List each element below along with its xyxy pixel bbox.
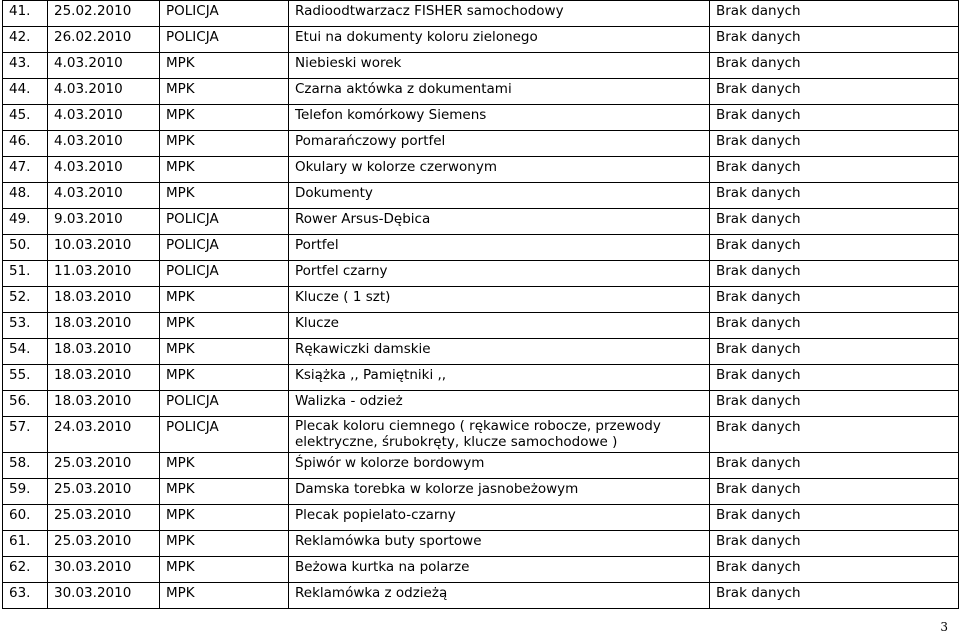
row-item-description: Klucze ( 1 szt) — [289, 287, 710, 313]
row-status: Brak danych — [710, 209, 959, 235]
row-date: 26.02.2010 — [48, 27, 160, 53]
row-date: 10.03.2010 — [48, 235, 160, 261]
row-date: 25.03.2010 — [48, 453, 160, 479]
table-row — [3, 313, 959, 339]
row-status: Brak danych — [710, 235, 959, 261]
row-number: 45. — [3, 105, 48, 131]
row-office: MPK — [160, 339, 289, 365]
table-row — [3, 261, 959, 287]
row-status: Brak danych — [710, 53, 959, 79]
row-status: Brak danych — [710, 339, 959, 365]
row-number: 53. — [3, 313, 48, 339]
table-row — [3, 531, 959, 557]
row-office: POLICJA — [160, 27, 289, 53]
row-status: Brak danych — [710, 313, 959, 339]
row-number: 44. — [3, 79, 48, 105]
row-item-description: Rower Arsus-Dębica — [289, 209, 710, 235]
row-date: 30.03.2010 — [48, 557, 160, 583]
row-item-description: Portfel czarny — [289, 261, 710, 287]
row-date: 4.03.2010 — [48, 183, 160, 209]
row-item-description: Okulary w kolorze czerwonym — [289, 157, 710, 183]
table-row — [3, 209, 959, 235]
row-status: Brak danych — [710, 287, 959, 313]
row-item-description: Telefon komórkowy Siemens — [289, 105, 710, 131]
row-office: MPK — [160, 157, 289, 183]
table-row — [3, 235, 959, 261]
row-item-description: Pomarańczowy portfel — [289, 131, 710, 157]
table-row — [3, 505, 959, 531]
row-date: 18.03.2010 — [48, 287, 160, 313]
row-date: 18.03.2010 — [48, 391, 160, 417]
row-office: POLICJA — [160, 417, 289, 453]
row-item-description: Damska torebka w kolorze jasnobeżowym — [289, 479, 710, 505]
row-number: 47. — [3, 157, 48, 183]
table-row — [3, 53, 959, 79]
row-number: 51. — [3, 261, 48, 287]
row-office: MPK — [160, 79, 289, 105]
row-number: 60. — [3, 505, 48, 531]
row-office: MPK — [160, 105, 289, 131]
row-number: 62. — [3, 557, 48, 583]
row-status: Brak danych — [710, 79, 959, 105]
row-date: 9.03.2010 — [48, 209, 160, 235]
row-status: Brak danych — [710, 583, 959, 609]
row-number: 46. — [3, 131, 48, 157]
row-number: 41. — [3, 1, 48, 27]
row-status: Brak danych — [710, 505, 959, 531]
row-item-description: Walizka - odzież — [289, 391, 710, 417]
row-item-description: Reklamówka buty sportowe — [289, 531, 710, 557]
row-status: Brak danych — [710, 27, 959, 53]
row-item-description: Rękawiczki damskie — [289, 339, 710, 365]
row-number: 59. — [3, 479, 48, 505]
page-number: 3 — [940, 620, 948, 634]
row-status: Brak danych — [710, 157, 959, 183]
row-item-description: Portfel — [289, 235, 710, 261]
row-number: 43. — [3, 53, 48, 79]
table-row — [3, 339, 959, 365]
row-number: 58. — [3, 453, 48, 479]
row-number: 63. — [3, 583, 48, 609]
row-office: MPK — [160, 183, 289, 209]
row-status: Brak danych — [710, 365, 959, 391]
row-status: Brak danych — [710, 131, 959, 157]
row-office: POLICJA — [160, 235, 289, 261]
row-number: 57. — [3, 417, 48, 453]
table-row — [3, 479, 959, 505]
row-date: 4.03.2010 — [48, 157, 160, 183]
table-row — [3, 157, 959, 183]
row-office: MPK — [160, 453, 289, 479]
row-item-description: Dokumenty — [289, 183, 710, 209]
row-office: MPK — [160, 583, 289, 609]
row-item-description: Klucze — [289, 313, 710, 339]
table-row — [3, 131, 959, 157]
row-date: 4.03.2010 — [48, 131, 160, 157]
table-row — [3, 27, 959, 53]
table-row — [3, 417, 959, 453]
row-office: MPK — [160, 531, 289, 557]
row-date: 25.02.2010 — [48, 1, 160, 27]
table-row — [3, 105, 959, 131]
row-date: 25.03.2010 — [48, 479, 160, 505]
table-row — [3, 453, 959, 479]
row-date: 25.03.2010 — [48, 505, 160, 531]
row-office: POLICJA — [160, 261, 289, 287]
row-number: 54. — [3, 339, 48, 365]
row-office: POLICJA — [160, 209, 289, 235]
table-row — [3, 1, 959, 27]
row-number: 52. — [3, 287, 48, 313]
row-status: Brak danych — [710, 417, 959, 453]
row-date: 18.03.2010 — [48, 313, 160, 339]
table-body — [3, 1, 959, 609]
row-office: MPK — [160, 287, 289, 313]
row-status: Brak danych — [710, 183, 959, 209]
row-office: MPK — [160, 53, 289, 79]
table-row — [3, 365, 959, 391]
row-item-description: Reklamówka z odzieżą — [289, 583, 710, 609]
row-item-description: Śpiwór w kolorze bordowym — [289, 453, 710, 479]
row-office: MPK — [160, 131, 289, 157]
row-item-description: Plecak koloru ciemnego ( rękawice robocze, przewody elektryczne, śrubokręty, klucze samochodowe ) — [289, 417, 710, 453]
row-number: 42. — [3, 27, 48, 53]
table-row — [3, 79, 959, 105]
row-status: Brak danych — [710, 391, 959, 417]
row-date: 25.03.2010 — [48, 531, 160, 557]
row-status: Brak danych — [710, 105, 959, 131]
row-status: Brak danych — [710, 261, 959, 287]
table-row — [3, 583, 959, 609]
row-status: Brak danych — [710, 479, 959, 505]
row-date: 4.03.2010 — [48, 105, 160, 131]
row-item-description: Beżowa kurtka na polarze — [289, 557, 710, 583]
row-date: 18.03.2010 — [48, 365, 160, 391]
row-number: 50. — [3, 235, 48, 261]
row-date: 4.03.2010 — [48, 79, 160, 105]
row-office: MPK — [160, 365, 289, 391]
row-date: 18.03.2010 — [48, 339, 160, 365]
row-status: Brak danych — [710, 1, 959, 27]
table-row — [3, 391, 959, 417]
row-item-description: Plecak popielato-czarny — [289, 505, 710, 531]
row-status: Brak danych — [710, 557, 959, 583]
table-row — [3, 287, 959, 313]
row-item-description: Etui na dokumenty koloru zielonego — [289, 27, 710, 53]
row-item-description: Radioodtwarzacz FISHER samochodowy — [289, 1, 710, 27]
row-office: MPK — [160, 557, 289, 583]
table-row — [3, 557, 959, 583]
row-status: Brak danych — [710, 531, 959, 557]
row-number: 56. — [3, 391, 48, 417]
row-office: MPK — [160, 479, 289, 505]
row-office: POLICJA — [160, 391, 289, 417]
row-number: 55. — [3, 365, 48, 391]
row-office: MPK — [160, 505, 289, 531]
table-row — [3, 183, 959, 209]
row-status: Brak danych — [710, 453, 959, 479]
row-office: POLICJA — [160, 1, 289, 27]
row-date: 30.03.2010 — [48, 583, 160, 609]
row-number: 48. — [3, 183, 48, 209]
row-date: 4.03.2010 — [48, 53, 160, 79]
row-date: 11.03.2010 — [48, 261, 160, 287]
row-number: 49. — [3, 209, 48, 235]
row-item-description: Niebieski worek — [289, 53, 710, 79]
row-date: 24.03.2010 — [48, 417, 160, 453]
row-number: 61. — [3, 531, 48, 557]
found-items-table — [2, 0, 959, 609]
row-office: MPK — [160, 313, 289, 339]
row-item-description: Czarna aktówka z dokumentami — [289, 79, 710, 105]
row-item-description: Książka ,, Pamiętniki ,, — [289, 365, 710, 391]
